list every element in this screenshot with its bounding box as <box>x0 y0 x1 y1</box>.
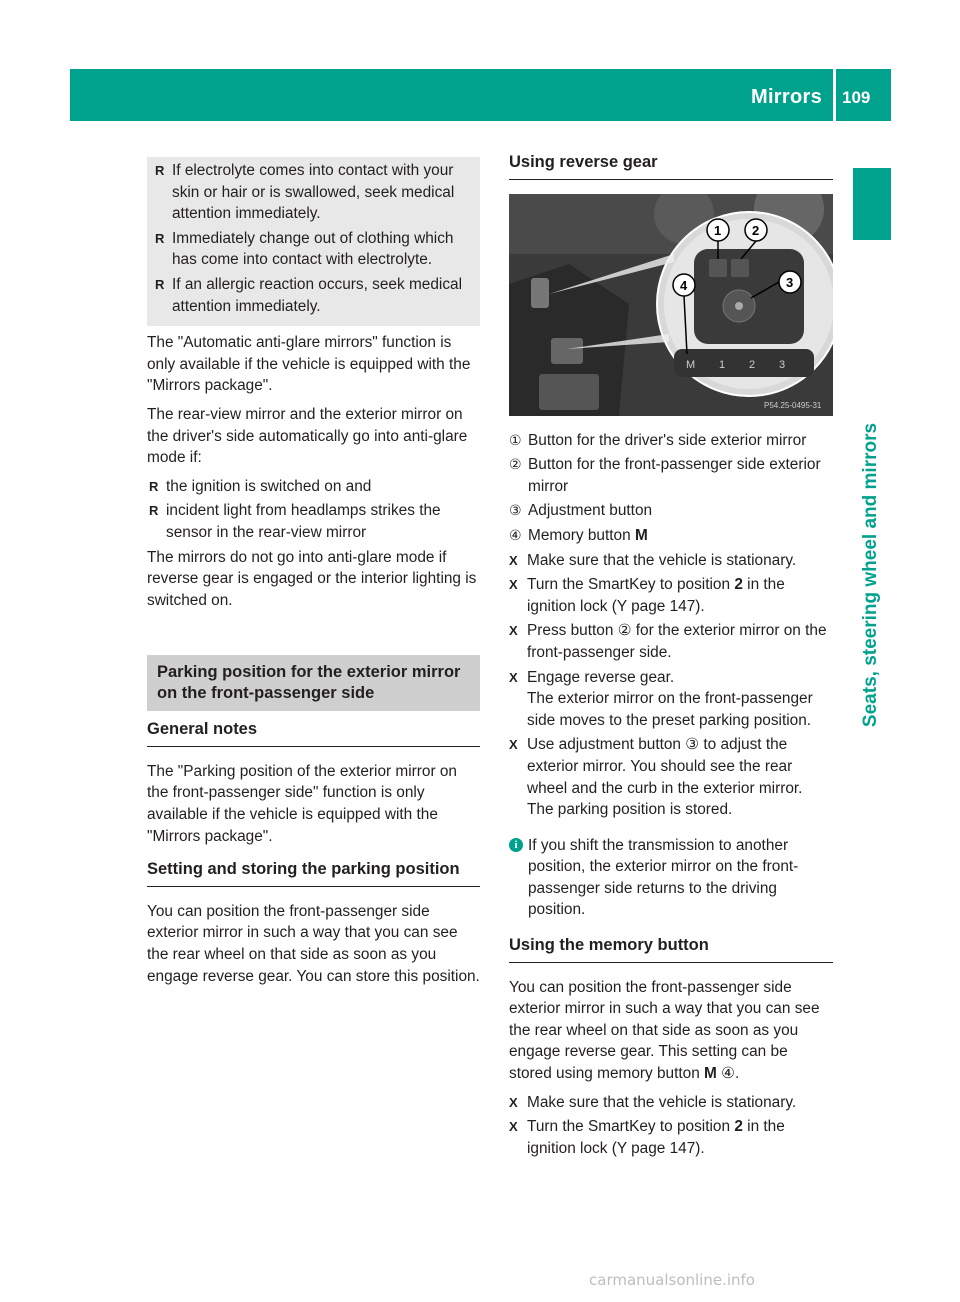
step-arrow-icon: X <box>509 1094 518 1110</box>
legend-item: ③ Adjustment button <box>509 502 653 520</box>
callout-2: 2 <box>752 222 760 238</box>
legend-item: ④ Memory button M <box>509 526 648 544</box>
paragraph: The mirrors do not go into anti-glare mode if reverse gear is engaged or the interior lighting is switched on. <box>147 548 477 609</box>
button-label-3: 3 <box>779 358 786 371</box>
instruction-step: X Engage reverse gear. <box>509 667 833 689</box>
instruction-step: X Use adjustment button ③ to adjust the exterior mirror. You should see the rear wheel and the curb in the exterior mirror. <box>509 736 803 797</box>
step-arrow-icon: X <box>509 577 518 593</box>
xref-arrow-icon: Y <box>616 1139 627 1157</box>
paragraph: The "Parking position of the exterior mirror on the front-passenger side" function is only available if the vehicle is equipped with the "Mirrors package". <box>147 762 457 845</box>
paragraph: You can position the front-passenger side exterior mirror in such a way that you can see the rear wheel on that side as soon as you engage reverse gear. You can store this position. <box>147 902 480 985</box>
subheading-memory-button: Using the memory button <box>509 935 833 963</box>
callout-1: 1 <box>714 222 722 238</box>
step-result: The parking position is stored. <box>527 801 733 819</box>
paragraph: The rear-view mirror and the exterior mirror on the driver's side automatically go into anti-glare mode if: <box>147 405 468 467</box>
xref-arrow-icon: Y <box>616 597 627 615</box>
button-label-1: 1 <box>719 358 726 371</box>
legend-item: ② Button for the front-passenger side exterior mirror <box>509 456 821 495</box>
callout-3: 3 <box>786 274 794 290</box>
instruction-step: X Press button ② for the exterior mirror on the front-passenger side. <box>509 622 827 661</box>
instruction-step: X Turn the SmartKey to position 2 in the ignition lock (Y page 147). <box>509 1118 785 1157</box>
step-result: The exterior mirror on the front-passenger side moves to the preset parking position. <box>527 690 813 729</box>
subheading-reverse-gear: Using reverse gear <box>509 152 833 180</box>
subheading-general-notes: General notes <box>147 719 480 747</box>
info-icon: i <box>509 838 523 852</box>
instruction-step: X Make sure that the vehicle is stationary. <box>509 1092 833 1114</box>
instruction-step: X Turn the SmartKey to position 2 in the ignition lock (Y page 147). <box>509 576 785 615</box>
list-item: R incident light from headlamps strikes the sensor in the rear-view mirror <box>149 502 441 541</box>
bullet-icon: R <box>155 276 165 292</box>
mirror-controls-photo <box>509 194 833 416</box>
chapter-title: Seats, steering wheel and mirrors <box>860 422 881 728</box>
paragraph: You can position the front-passenger side exterior mirror in such a way that you can see the rear wheel on that side as soon as you engage reverse gear. This setting can be stored using memory button M ④. <box>509 978 820 1083</box>
right-column <box>509 150 833 1162</box>
bullet-icon: R <box>155 230 165 246</box>
page-reference-link[interactable]: page 147). <box>631 597 705 615</box>
legend-item: ① Button for the driver's side exterior mirror <box>509 431 807 449</box>
chapter-tab <box>853 168 891 240</box>
warning-bullet: R If electrolyte comes into contact with your skin or hair or is swallowed, seek medical attention immediately. <box>155 162 455 223</box>
step-arrow-icon: X <box>509 552 518 568</box>
warning-box <box>147 157 480 326</box>
bullet-icon: R <box>155 163 165 178</box>
page-number: 109 <box>842 88 871 107</box>
button-label-m: M <box>686 358 696 371</box>
step-arrow-icon: X <box>509 1119 518 1135</box>
instruction-step: X Make sure that the vehicle is stationary. <box>509 550 833 572</box>
info-note: i If you shift the transmission to another position, the exterior mirror on the front-passenger side returns to the driving position. <box>509 835 833 921</box>
paragraph: The "Automatic anti-glare mirrors" function is only available if the vehicle is equipped with the "Mirrors package". <box>147 334 471 395</box>
step-arrow-icon: X <box>509 669 518 685</box>
callout-4: 4 <box>680 277 688 293</box>
subheading-setting: Setting and storing the parking position <box>147 859 480 887</box>
warning-bullet: R If an allergic reaction occurs, seek medical attention immediately. <box>155 275 462 315</box>
step-arrow-icon: X <box>509 737 518 753</box>
page-reference-link[interactable]: page 147). <box>631 1139 705 1157</box>
header-divider <box>833 69 836 121</box>
bullet-icon: R <box>149 478 159 494</box>
header-title: Mirrors <box>750 86 822 108</box>
button-label-2: 2 <box>749 358 756 371</box>
left-column <box>147 157 480 994</box>
photo-code: P54.25-0495-31 <box>764 400 822 410</box>
warning-bullet: R Immediately change out of clothing which has come into contact with electrolyte. <box>155 229 454 269</box>
step-arrow-icon: X <box>509 623 518 639</box>
bullet-icon: R <box>149 503 159 519</box>
watermark: carmanualsonline.info <box>589 1271 755 1289</box>
list-item: R the ignition is switched on and <box>147 476 480 498</box>
section-heading: Parking position for the exterior mirror on the front-passenger side <box>147 655 480 711</box>
